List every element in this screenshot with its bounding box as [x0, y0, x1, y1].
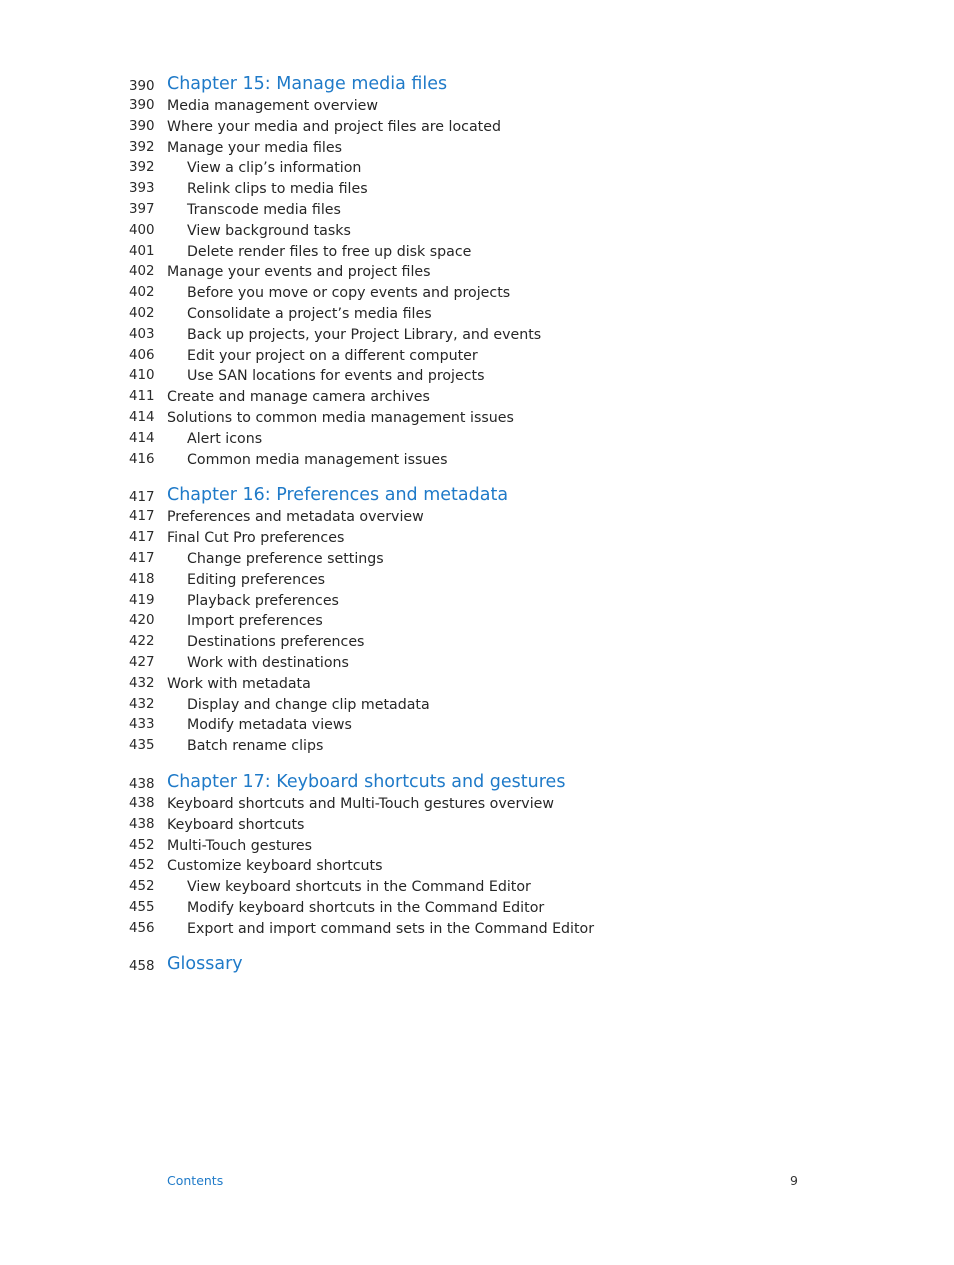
toc-entry-title[interactable]: Multi-Touch gestures	[167, 837, 313, 854]
toc-page-number: 435	[129, 738, 155, 754]
toc-section	[0, 484, 954, 757]
toc-page-number: 397	[129, 201, 155, 217]
toc-entry[interactable]	[0, 715, 954, 736]
toc-entry[interactable]	[0, 117, 954, 138]
toc-entry-title[interactable]: Where your media and project files are located	[167, 118, 501, 135]
toc-page-number: 427	[129, 654, 155, 670]
toc-entry[interactable]	[0, 570, 954, 591]
toc-entry[interactable]	[0, 674, 954, 695]
toc-entry[interactable]	[0, 242, 954, 263]
toc-entry[interactable]	[0, 591, 954, 612]
toc-entry[interactable]	[0, 408, 954, 429]
toc-entry-title[interactable]: Keyboard shortcuts	[167, 816, 305, 833]
toc-page-number: 402	[129, 285, 155, 301]
toc-entry-title[interactable]: Solutions to common media management issues	[167, 409, 514, 426]
toc-page-number: 402	[129, 305, 155, 321]
toc-entry-title[interactable]: View background tasks	[187, 222, 351, 239]
toc-page-number: 438	[129, 795, 155, 811]
toc-page-number: 400	[129, 222, 155, 238]
toc-chapter-title-link[interactable]: Chapter 15: Manage media files	[167, 74, 448, 94]
toc-entry[interactable]	[0, 815, 954, 836]
toc-entry-title[interactable]: Delete render files to free up disk space	[187, 243, 472, 260]
toc-entry[interactable]	[0, 856, 954, 877]
toc-entry-title[interactable]: Destinations preferences	[187, 634, 365, 651]
toc-chapter-title-link[interactable]: Glossary	[167, 954, 243, 975]
toc-entry[interactable]	[0, 138, 954, 159]
toc-chapter-title-link[interactable]: Chapter 16: Preferences and metadata	[167, 485, 509, 506]
toc-entry-title[interactable]: Change preference settings	[187, 550, 384, 567]
toc-entry-title[interactable]: Work with destinations	[187, 654, 349, 671]
toc-page-number: 410	[129, 368, 155, 384]
toc-page-number: 392	[129, 139, 155, 155]
toc-section	[0, 953, 954, 976]
toc-entry-title[interactable]: Export and import command sets in the Command Editor	[187, 920, 595, 937]
toc-page-number: 418	[129, 571, 155, 587]
toc-page-number: 432	[129, 696, 155, 712]
toc-page-number: 456	[129, 920, 155, 936]
toc-entry-title[interactable]: Media management overview	[167, 98, 378, 114]
toc-entry-title[interactable]: Editing preferences	[187, 571, 326, 588]
toc-entry[interactable]	[0, 877, 954, 898]
toc-page-number: 458	[129, 959, 155, 975]
toc-page-number: 390	[129, 79, 155, 94]
toc-entry[interactable]	[0, 919, 954, 940]
toc-section	[0, 73, 954, 470]
toc-entry[interactable]	[0, 96, 954, 117]
toc-page-number: 417	[129, 530, 155, 546]
toc-page-number: 390	[129, 98, 155, 113]
toc-page-number: 438	[129, 816, 155, 832]
toc-entry-title[interactable]: Import preferences	[187, 613, 323, 630]
toc-entry-title[interactable]: Work with metadata	[167, 675, 311, 692]
toc-entry-title[interactable]: Manage your media files	[167, 139, 342, 156]
toc-page-number: 420	[129, 613, 155, 629]
toc-entry[interactable]	[0, 836, 954, 857]
toc-entry[interactable]	[0, 549, 954, 570]
toc-chapter-title-link[interactable]: Chapter 17: Keyboard shortcuts and gestures	[167, 771, 566, 792]
toc-entry-title[interactable]: Edit your project on a different computer	[187, 347, 478, 364]
toc-entry-title[interactable]: Customize keyboard shortcuts	[167, 858, 383, 875]
toc-entry-title[interactable]: Batch rename clips	[187, 738, 324, 755]
toc-entry[interactable]	[0, 736, 954, 757]
toc-entry[interactable]	[0, 653, 954, 674]
toc-entry-title[interactable]: Final Cut Pro preferences	[167, 530, 345, 547]
toc-page-number: 452	[129, 837, 155, 853]
toc-page-number: 401	[129, 243, 155, 259]
toc-entry-title[interactable]: Consolidate a project’s media files	[187, 305, 432, 322]
toc-chapter-heading[interactable]	[0, 953, 954, 976]
toc-entry[interactable]	[0, 262, 954, 283]
toc-page-number: 411	[129, 389, 155, 405]
toc-page-number: 433	[129, 717, 155, 733]
toc-entry[interactable]	[0, 221, 954, 242]
toc-page-number: 414	[129, 409, 155, 425]
page-number: 9	[790, 1173, 798, 1188]
footer-contents-link[interactable]: Contents	[167, 1173, 224, 1188]
toc-page-number: 438	[129, 776, 155, 792]
toc-entry[interactable]	[0, 695, 954, 716]
toc-entry-title[interactable]: Preferences and metadata overview	[167, 509, 424, 526]
toc-page-number: 406	[129, 347, 155, 363]
toc-entry[interactable]	[0, 429, 954, 450]
toc-entry-title[interactable]: View keyboard shortcuts in the Command Editor	[187, 879, 531, 896]
toc-chapter-heading[interactable]	[0, 73, 954, 96]
toc-entry-title[interactable]: Alert icons	[187, 430, 263, 447]
toc-entry-title[interactable]: Keyboard shortcuts and Multi-Touch gestures overview	[167, 795, 554, 812]
toc-entry[interactable]	[0, 632, 954, 653]
toc-entry-title[interactable]: Relink clips to media files	[187, 181, 368, 198]
toc-entry[interactable]	[0, 346, 954, 367]
toc-page-number: 455	[129, 899, 155, 915]
toc-entry[interactable]	[0, 450, 954, 471]
toc-page-number: 419	[129, 592, 155, 608]
toc-entry-title[interactable]: Playback preferences	[187, 592, 339, 609]
toc-entry-title[interactable]: Modify metadata views	[187, 717, 352, 734]
toc-entry[interactable]	[0, 304, 954, 325]
toc-entry-title[interactable]: Back up projects, your Project Library, and events	[187, 326, 542, 343]
toc-page-number: 414	[129, 430, 155, 446]
toc-chapter-heading[interactable]	[0, 771, 954, 794]
toc-page-number: 402	[129, 264, 155, 280]
toc-entry[interactable]	[0, 528, 954, 549]
toc-page-number: 417	[129, 490, 155, 506]
toc-section	[0, 771, 954, 940]
toc-entry[interactable]	[0, 507, 954, 528]
toc-entry-title[interactable]: Use SAN locations for events and projects	[187, 368, 485, 385]
table-of-contents	[0, 73, 954, 976]
toc-entry[interactable]	[0, 387, 954, 408]
toc-page-number: 452	[129, 858, 155, 874]
toc-entry-title[interactable]: Manage your events and project files	[167, 264, 431, 281]
toc-entry[interactable]	[0, 200, 954, 221]
toc-entry[interactable]	[0, 283, 954, 304]
toc-entry-title[interactable]: View a clip’s information	[187, 160, 362, 177]
toc-entry-title[interactable]: Display and change clip metadata	[187, 696, 430, 713]
toc-page-number: 417	[129, 509, 155, 525]
toc-entry[interactable]	[0, 325, 954, 346]
toc-entry[interactable]	[0, 179, 954, 200]
toc-entry-title[interactable]: Modify keyboard shortcuts in the Command Editor	[187, 899, 545, 916]
toc-entry[interactable]	[0, 794, 954, 815]
toc-page-number: 432	[129, 675, 155, 691]
toc-entry-title[interactable]: Common media management issues	[187, 451, 448, 468]
toc-page-number: 417	[129, 550, 155, 566]
toc-page-number: 452	[129, 879, 155, 895]
toc-entry-title[interactable]: Before you move or copy events and projects	[187, 285, 511, 302]
toc-page-number: 392	[129, 160, 155, 176]
toc-page-number: 422	[129, 634, 155, 650]
toc-entry[interactable]	[0, 611, 954, 632]
toc-entry-title[interactable]: Create and manage camera archives	[167, 389, 430, 406]
toc-page-number: 393	[129, 181, 155, 197]
toc-page-number: 390	[129, 118, 155, 134]
toc-entry-title[interactable]: Transcode media files	[187, 201, 341, 218]
toc-page-number: 403	[129, 326, 155, 342]
toc-chapter-heading[interactable]	[0, 484, 954, 507]
toc-entry[interactable]	[0, 158, 954, 179]
toc-page-number: 416	[129, 451, 155, 467]
toc-entry[interactable]	[0, 366, 954, 387]
toc-entry[interactable]	[0, 898, 954, 919]
